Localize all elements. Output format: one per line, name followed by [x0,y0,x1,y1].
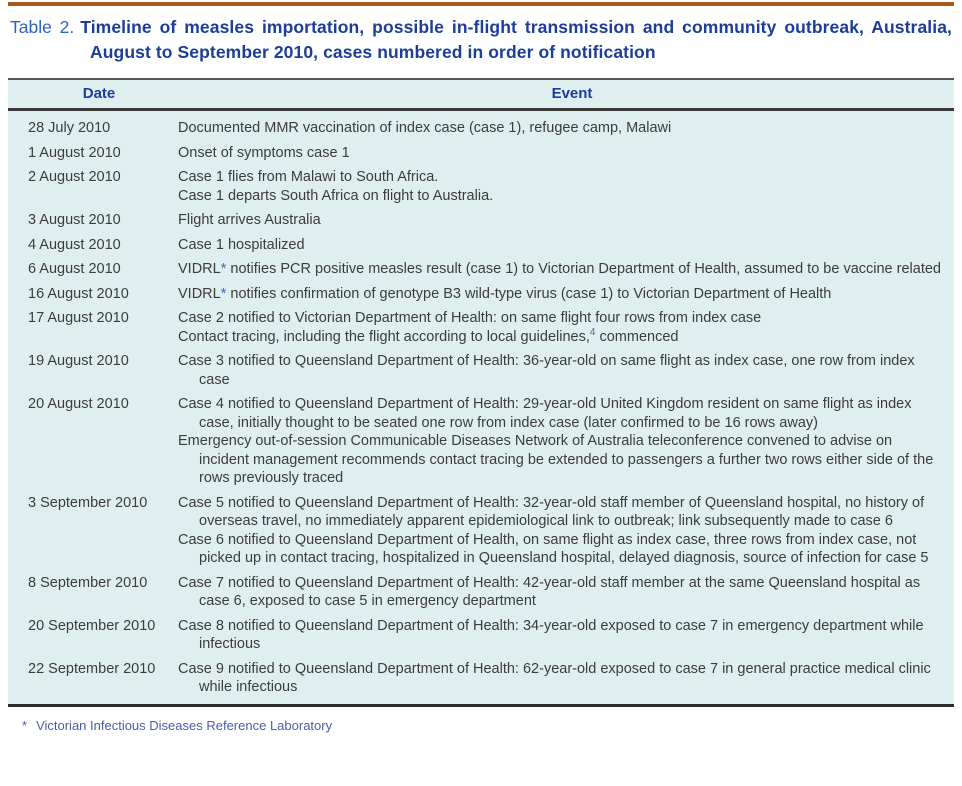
event-text: Documented MMR vaccination of index case (case 1), refugee camp, Malawi [178,120,672,136]
table-row [8,257,954,282]
column-header-event: Event [551,85,593,102]
event-cell [178,236,954,255]
table-row [8,491,954,571]
footnote-text: Victorian Infectious Diseases Reference Laboratory [36,717,333,733]
table-bottom-rule [8,704,954,707]
table-row [8,208,954,233]
table-caption [10,15,952,65]
date-cell: 22 September 2010 [28,660,156,677]
event-cell [178,144,954,163]
event-cell [178,119,954,138]
footnote-marker: * [22,717,28,733]
reference-mark: * [220,285,227,302]
event-text: VIDRL* notifies PCR positive measles result (case 1) to Victorian Department of Health, assumed to be vaccine related [178,261,941,277]
event-text: Emergency out-of-session Communicable Diseases Network of Australia teleconference convened to advise on incident management recommends contact tracing be extended to passengers a further two rows either side of the rows previously traced [178,433,934,486]
date-cell: 6 August 2010 [28,261,121,277]
event-cell [178,617,954,654]
table-row [8,116,954,141]
event-text: Case 8 notified to Queensland Department of Health: 34-year-old exposed to case 7 in emergency department while infectious [178,617,924,652]
event-cell [178,309,954,346]
event-cell [178,260,954,279]
table-row [8,349,954,392]
event-cell [178,285,954,304]
table-row [8,614,954,657]
event-cell [178,168,954,205]
table-row [8,571,954,614]
event-text: Case 1 hospitalized [178,236,305,253]
event-text: VIDRL* notifies confirmation of genotype B3 wild-type virus (case 1) to Victorian Department of Health [178,285,832,302]
date-cell: 8 September 2010 [28,574,148,591]
date-cell: 2 August 2010 [28,169,121,185]
event-text: Onset of symptoms case 1 [178,144,350,161]
reference-mark: * [220,261,227,277]
date-cell: 3 September 2010 [28,494,148,511]
date-cell: 28 July 2010 [28,120,111,136]
table-body [8,111,954,704]
event-text: Flight arrives Australia [178,212,321,228]
event-text: Contact tracing, including the flight according to local guidelines,$^4$ commenced [178,326,679,345]
date-cell: 16 August 2010 [28,285,129,302]
table-row [8,233,954,258]
event-cell [178,494,954,568]
table-row [8,306,954,349]
table-row [8,392,954,491]
event-text: Case 1 flies from Malawi to South Africa. [178,169,439,185]
date-cell: 3 August 2010 [28,212,121,228]
table-title-text: Timeline of measles importation, possible in-flight transmission and community outbreak, Australia, August to September 2010, cases numbered in order of notification [80,17,953,62]
event-cell [178,211,954,230]
table-row [8,657,954,700]
event-cell [178,395,954,488]
date-cell: 20 August 2010 [28,396,129,412]
event-text: Case 6 notified to Queensland Department of Health, on same flight as index case, three rows from index case, not picked up in contact tracing, hospitalized in Queensland hospital, delayed diagnosis, source of infection for case 5 [178,531,929,566]
event-cell [178,660,954,697]
column-header-date: Date [82,85,116,102]
date-cell: 20 September 2010 [28,617,156,634]
table-number-label: Table 2. [10,17,75,37]
event-text: Case 4 notified to Queensland Department of Health: 29-year-old United Kingdom resident on same flight as index case, initially thought to be seated one row from index case (later confirmed to be 16 rows away) [178,396,912,431]
table-row [8,282,954,307]
date-cell: 17 August 2010 [28,310,129,326]
footnote [22,718,954,734]
event-cell [178,352,954,389]
date-cell: 19 August 2010 [28,353,129,369]
accent-top-rule [8,2,954,6]
paper-page [0,2,962,786]
event-text: Case 2 notified to Victorian Department of Health: on same flight four rows from index case [178,310,762,326]
table-row [8,141,954,166]
table-header-row [8,80,954,108]
timeline-table [8,78,954,707]
reference-mark: 4 [589,326,596,338]
event-cell [178,574,954,611]
date-cell: 4 August 2010 [28,236,121,253]
event-text: Case 3 notified to Queensland Department of Health: 36-year-old on same flight as index case, one row from index case [178,353,915,388]
date-cell: 1 August 2010 [28,144,121,161]
table-row [8,165,954,208]
event-text: Case 9 notified to Queensland Department of Health: 62-year-old exposed to case 7 in general practice medical clinic while infectious [178,660,931,695]
event-text: Case 1 departs South Africa on flight to Australia. [178,187,494,204]
event-text: Case 5 notified to Queensland Department of Health: 32-year-old staff member of Queensland hospital, no history of overseas travel, no immediately apparent epidemiological link to outbreak; link subsequently made to case 6 [178,494,925,529]
event-text: Case 7 notified to Queensland Department of Health: 42-year-old staff member at the same Queensland hospital as case 6, exposed to case 5 in emergency department [178,574,921,609]
